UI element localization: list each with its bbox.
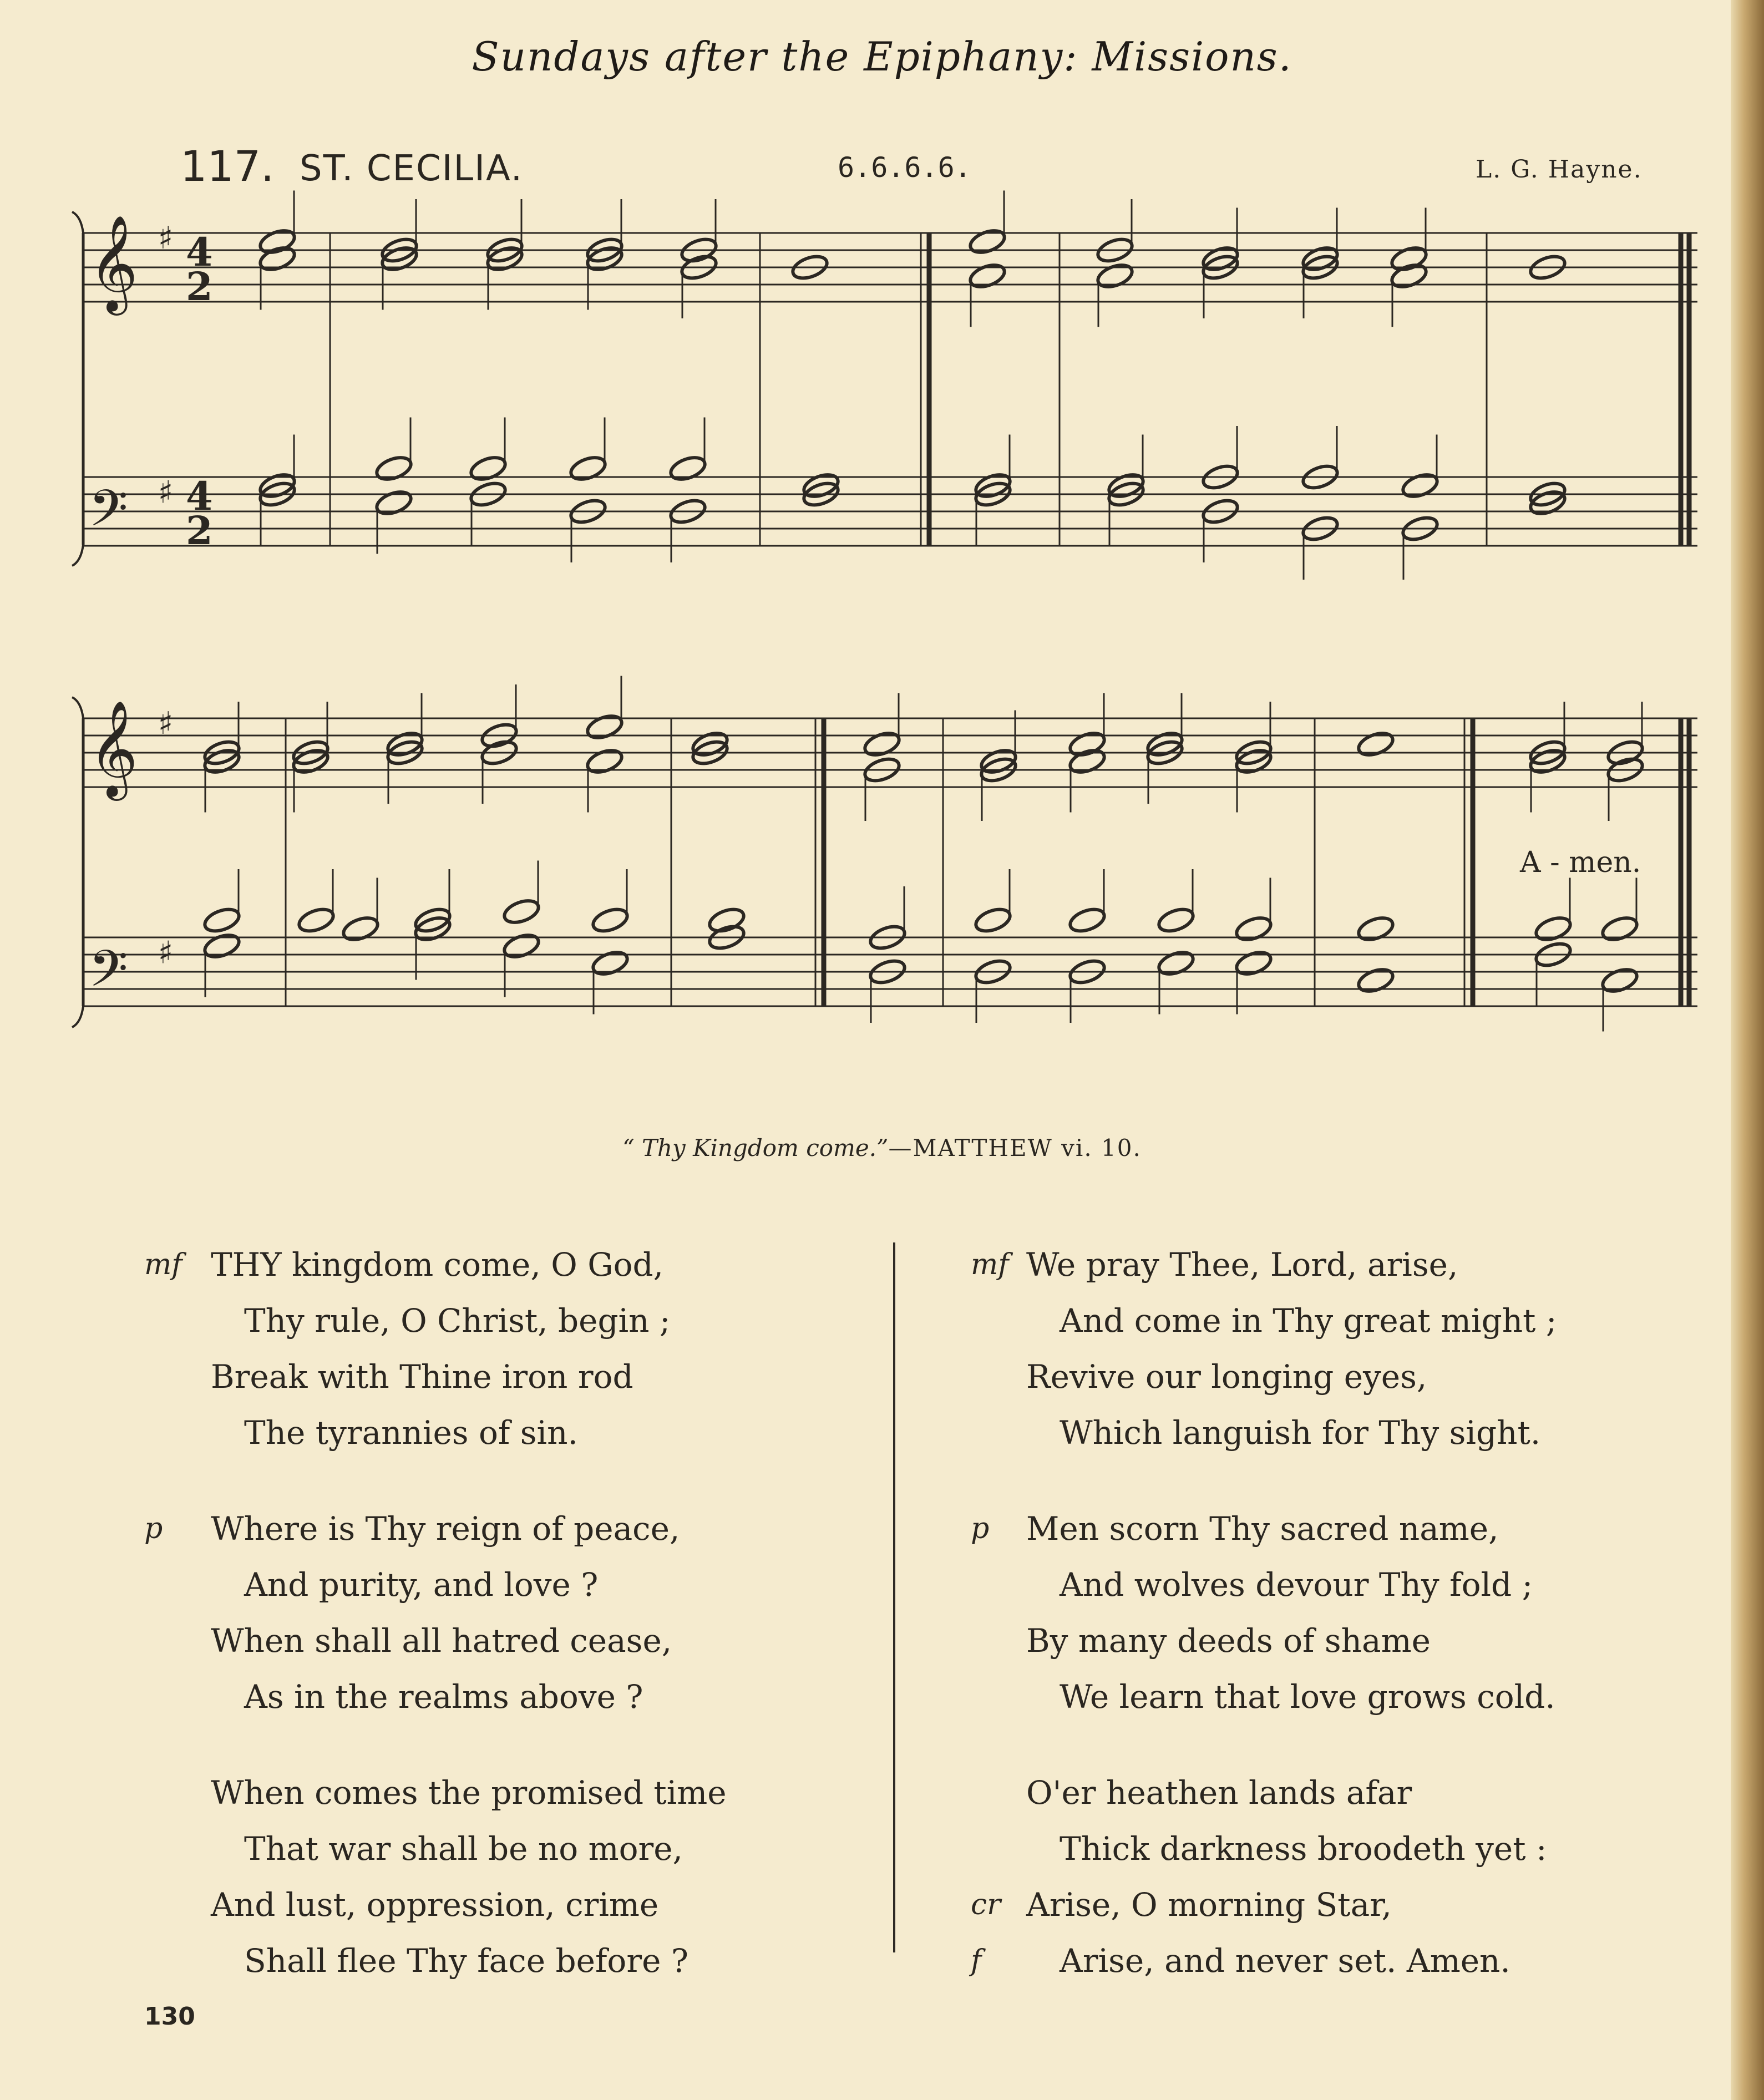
half-note-icon — [1356, 729, 1396, 759]
verse-text: The tyrannies of sin. — [244, 1414, 578, 1452]
hymn-number: 117. — [180, 141, 275, 191]
half-note-icon — [1234, 914, 1274, 944]
meter: 6.6.6.6. — [838, 151, 971, 184]
half-note-icon — [501, 931, 541, 961]
half-note-icon — [341, 914, 381, 944]
half-note-icon — [973, 905, 1013, 935]
half-note-icon — [1389, 261, 1429, 291]
half-note-icon — [1156, 948, 1196, 978]
verse-line — [150, 1933, 882, 1989]
verse-line — [150, 1669, 882, 1725]
verse-line — [150, 1293, 882, 1349]
verse-text: O'er heathen lands afar — [1026, 1774, 1412, 1812]
verse-line — [971, 1501, 1670, 1557]
treble-clef-icon: 𝄞 — [89, 215, 138, 312]
half-note-icon — [1095, 261, 1135, 291]
scripture-epigraph — [0, 1134, 1764, 1161]
scripture-quote: “ Thy Kingdom come.” — [622, 1134, 889, 1161]
half-note-icon — [1600, 914, 1640, 944]
verse-line — [976, 1405, 1670, 1461]
verse-line — [144, 1237, 882, 1293]
tune-name: ST. CECILIA. — [300, 148, 524, 189]
key-signature-sharp-icon: ♯ — [158, 705, 174, 742]
verse-text: And come in Thy great might ; — [1060, 1302, 1557, 1340]
verse-line — [150, 1557, 882, 1613]
half-note-icon — [296, 905, 336, 935]
half-note-icon — [1067, 747, 1107, 777]
half-note-icon — [202, 905, 242, 935]
verse-line — [150, 1765, 882, 1821]
verse-text: Shall flee Thy face before ? — [244, 1942, 688, 1980]
verse-text: We learn that love grows cold. — [1060, 1678, 1555, 1716]
verse-text: Men scorn Thy sacred name, — [1026, 1510, 1499, 1548]
stanza — [150, 1765, 882, 1989]
stanza — [971, 1765, 1670, 1989]
half-note-icon — [1356, 914, 1396, 944]
half-note-icon — [1234, 948, 1274, 978]
verse-text: Thy rule, O Christ, begin ; — [244, 1302, 671, 1340]
bass-clef-icon: 𝄢 — [89, 479, 128, 550]
half-note-icon — [707, 905, 747, 935]
verse-line — [976, 1669, 1670, 1725]
half-note-icon — [967, 261, 1007, 291]
verse-text: THY kingdom come, O God, — [211, 1246, 664, 1284]
verse-line — [976, 1765, 1670, 1821]
time-signature-top: 4 — [186, 473, 213, 519]
half-note-icon — [1356, 966, 1396, 996]
verse-text: And wolves devour Thy fold ; — [1060, 1566, 1533, 1604]
dynamic-marking: cr — [971, 1888, 1001, 1921]
verses-left-column — [144, 1237, 882, 2029]
scripture-reference: —MATTHEW vi. 10. — [888, 1134, 1142, 1161]
bracket-hook — [72, 1006, 83, 1027]
half-note-icon — [1533, 914, 1573, 944]
verse-text: As in the realms above ? — [244, 1678, 643, 1716]
stanza — [971, 1237, 1670, 1461]
dynamic-marking: f — [971, 1944, 982, 1977]
verse-line — [976, 1613, 1670, 1669]
running-head: Sundays after the Epiphany: Missions. — [472, 33, 1292, 80]
verse-text: Which languish for Thy sight. — [1060, 1414, 1541, 1452]
half-note-icon — [202, 931, 242, 961]
verse-line — [150, 1405, 882, 1461]
stanza — [971, 1501, 1670, 1725]
verse-line — [971, 1877, 1670, 1933]
half-note-icon — [374, 488, 414, 518]
verse-text: Thick darkness broodeth yet : — [1060, 1830, 1547, 1868]
half-note-icon — [590, 948, 630, 978]
half-note-icon — [590, 905, 630, 935]
half-note-icon — [468, 454, 508, 484]
key-signature-sharp-icon: ♯ — [158, 474, 174, 511]
column-divider — [893, 1242, 895, 1952]
key-signature-sharp-icon: ♯ — [158, 220, 174, 256]
page-number: 130 — [144, 2002, 195, 2031]
verse-line — [971, 1237, 1670, 1293]
verse-line — [976, 1821, 1670, 1877]
half-note-icon — [1600, 966, 1640, 996]
verse-text: We pray Thee, Lord, arise, — [1026, 1246, 1458, 1284]
verse-line — [150, 1613, 882, 1669]
verse-line — [144, 1501, 882, 1557]
verse-line — [976, 1557, 1670, 1613]
half-note-icon — [1067, 729, 1107, 759]
dynamic-marking: p — [144, 1512, 163, 1545]
time-signature-top: 4 — [186, 229, 213, 275]
dynamic-marking: p — [971, 1512, 990, 1545]
time-signature-bottom: 2 — [186, 263, 213, 310]
verse-text: When shall all hatred cease, — [211, 1622, 672, 1660]
verse-line — [976, 1293, 1670, 1349]
verse-text: Revive our longing eyes, — [1026, 1358, 1427, 1396]
dynamic-marking: mf — [144, 1248, 183, 1281]
stanza — [144, 1237, 882, 1461]
amen-label: A - men. — [1520, 846, 1641, 879]
half-note-icon — [1067, 905, 1107, 935]
dynamic-marking: mf — [971, 1248, 1009, 1281]
bass-clef-icon: 𝄢 — [89, 939, 128, 1011]
half-note-icon — [585, 712, 625, 742]
verse-text: Where is Thy reign of peace, — [211, 1510, 680, 1548]
half-note-icon — [1400, 471, 1440, 501]
verse-text: Arise, and never set. Amen. — [1060, 1942, 1510, 1980]
half-note-icon — [1389, 244, 1429, 274]
verse-text: That war shall be no more, — [244, 1830, 683, 1868]
verse-text: And lust, oppression, crime — [211, 1886, 659, 1924]
verse-line — [150, 1349, 882, 1405]
stanza — [144, 1501, 882, 1725]
verse-line — [976, 1349, 1670, 1405]
half-note-icon — [374, 454, 414, 484]
verse-line — [150, 1821, 882, 1877]
verse-text: And purity, and love ? — [244, 1566, 599, 1604]
verse-text: Arise, O morning Star, — [1026, 1886, 1392, 1924]
half-note-icon — [568, 454, 608, 484]
half-note-icon — [501, 897, 541, 927]
half-note-icon — [585, 747, 625, 777]
verse-line — [971, 1933, 1670, 1989]
half-note-icon — [668, 454, 708, 484]
verse-text: Break with Thine iron rod — [211, 1358, 633, 1396]
verse-text: By many deeds of shame — [1026, 1622, 1431, 1660]
half-note-icon — [1156, 905, 1196, 935]
key-signature-sharp-icon: ♯ — [158, 935, 174, 971]
half-note-icon — [967, 227, 1007, 257]
time-signature-bottom: 2 — [186, 507, 213, 554]
composer: L. G. Hayne. — [1476, 155, 1643, 184]
half-note-icon — [257, 244, 297, 274]
verses-right-column — [971, 1237, 1670, 2029]
bracket-hook — [72, 697, 83, 718]
half-note-icon — [862, 729, 902, 759]
treble-clef-icon: 𝄞 — [89, 700, 138, 797]
verse-text: When comes the promised time — [211, 1774, 727, 1812]
bracket-hook — [72, 212, 83, 233]
bracket-hook — [72, 545, 83, 566]
half-note-icon — [257, 227, 297, 257]
verse-line — [150, 1877, 882, 1933]
